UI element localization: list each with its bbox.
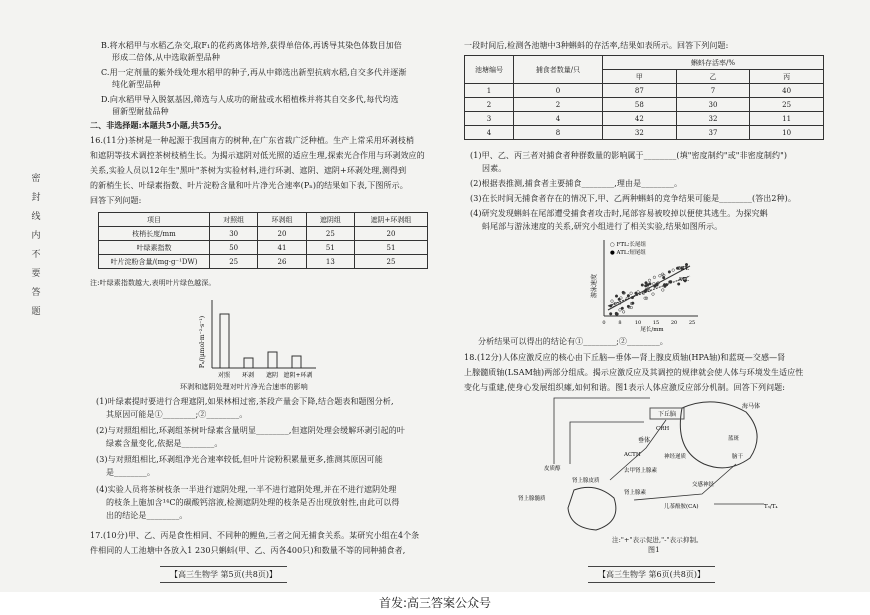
scatter-xtick: 15 — [652, 320, 660, 326]
scatter-point — [662, 276, 665, 279]
scatter-point — [677, 283, 680, 286]
label-hippocampus: 海马体 — [742, 403, 761, 410]
diagram-fig-label: 图1 — [648, 546, 660, 554]
adrenal-gland-outline — [568, 487, 616, 530]
table-row — [465, 98, 824, 112]
q16-line3: 关系,实验人员以12年生"黑叶"茶树为实验材料,进行环剥、遮阴、遮阴+环剥处理,测得到 — [90, 166, 407, 175]
option-d-line2: 留新型耐盐品种 — [112, 107, 169, 116]
page-caption: 首发:高三答案公众号 — [378, 596, 492, 610]
bar-shade-girdling — [292, 356, 301, 368]
table-cell: 25 — [355, 255, 428, 269]
chart-xtick: 对照 — [217, 372, 231, 379]
table-cell: 30 — [676, 98, 750, 112]
scatter-point — [627, 305, 630, 308]
table-cell: 池塘编号 — [465, 56, 514, 84]
scatter-point — [627, 294, 630, 297]
table-cell: 51 — [355, 241, 428, 255]
scatter-point — [630, 292, 633, 295]
bar-shade — [268, 352, 277, 368]
diagram-note: 注:"+"表示促进,"-"表示抑制。 — [612, 536, 703, 544]
table-row — [99, 227, 428, 241]
table-cell: 10 — [750, 126, 824, 140]
pn-bar-chart — [198, 296, 320, 388]
scatter-xtick: 8 — [618, 320, 622, 326]
regression-line-ftl — [608, 266, 690, 310]
q16-4-line3: 出的结论是________。 — [106, 511, 188, 520]
q16-1-line2: 其原因可能是①________;②________。 — [106, 410, 248, 419]
q16-line2: 和遮阴等技术调控茶树枝梢生长。为揭示遮阴对低光照的适应生理,探索光合作用与环剥效应的 — [90, 151, 425, 160]
scatter-point — [621, 307, 624, 310]
table-cell: 13 — [306, 255, 354, 269]
table-row — [465, 84, 824, 98]
table-row — [465, 112, 824, 126]
chart-xtick: 环剥 — [241, 372, 255, 379]
table-cell: 蝌蚪存活率/% — [603, 56, 824, 70]
section-heading: 二、非选择题:本题共5小题,共55分。 — [90, 120, 227, 130]
table-cell: 11 — [750, 112, 824, 126]
option-b-line2: 形成二倍体,从中选取新型品种 — [112, 53, 220, 62]
q17-2: (2)根据表推测,捕食者主要捕食________,理由是________。 — [470, 179, 683, 188]
chart-ylabel: Pₙ/(μmol·m⁻²·s⁻¹) — [199, 315, 206, 369]
scatter-point — [652, 293, 655, 296]
scatter-xtick: 20 — [670, 320, 678, 326]
q16-3-line2: 是________。 — [106, 468, 155, 477]
q17-conclusion: 分析结果可以得出的结论有①________;②________。 — [478, 337, 668, 346]
table-cell: 枝梢长度/mm — [99, 227, 210, 241]
q17-3: (3)在长时间无捕食者存在的情况下,甲、乙两种蝌蚪的竞争结果可能是________(答出2种)。 — [470, 194, 797, 203]
table-cell: 32 — [603, 126, 677, 140]
table-cell: 项目 — [99, 213, 210, 227]
table-cell: 叶片淀粉含量/(mg·g⁻¹DW) — [99, 255, 210, 269]
brain-outline — [680, 402, 757, 468]
chart-caption: 环剥和遮阴处理对叶片净光合速率的影响 — [180, 383, 308, 391]
table-cell: 2 — [465, 98, 514, 112]
chart-xtick: 遮阴 — [265, 372, 279, 379]
scatter-point — [668, 271, 671, 274]
q16-4-line2: 的枝条上施加含¹⁴C的碳酸钙溶液,检测遮阴处理的枝条是否出现放射性,由此可以得 — [106, 498, 400, 507]
scatter-point — [622, 291, 625, 294]
label-sympathetic: 交感神经 — [692, 482, 715, 488]
label-t3-t4: T₃/T₄ — [764, 504, 778, 510]
table-cell: 32 — [676, 112, 750, 126]
table-cell: 40 — [750, 84, 824, 98]
table-cell: 遮阴组 — [306, 213, 354, 227]
table-cell: 25 — [750, 98, 824, 112]
q16-4-line1: (4)实验人员将茶树枝条一半进行遮阴处理,一半不进行遮阴处理,并在不进行遮阴处理 — [96, 485, 397, 494]
table-row — [99, 241, 428, 255]
table-cell: 50 — [210, 241, 258, 255]
table-cell: 捕食者数量/只 — [514, 56, 603, 84]
q16-line4: 的新梢生长、叶绿素指数、叶片淀粉含量和叶片净光合速率(Pₙ)的结果如下表,下图所示。 — [90, 181, 408, 190]
bar-control — [220, 314, 229, 368]
option-c-line2: 纯化新型品种 — [112, 80, 161, 89]
table-cell: 3 — [465, 112, 514, 126]
label-crh: CRH — [656, 426, 670, 432]
q17-line2: 件相同的人工池塘中各放入1 230只蝌蚪(甲、乙、丙各400只)和数量不等的同种捕食者, — [90, 546, 406, 555]
label-neurotransmitter: 神经递质 — [664, 454, 687, 460]
label-pituitary: 垂体 — [637, 437, 651, 444]
seal-line-text: 密封线内不要答题 — [31, 174, 41, 317]
q17-intro: 一段时间后,检测各池塘中3种蝌蚪的存活率,结果如表所示。回答下列问题: — [464, 41, 729, 50]
q16-2-line2: 绿素含量变化,依据是________。 — [106, 439, 223, 448]
scatter-ylabel: 游泳速度 — [591, 273, 598, 299]
table-cell: 87 — [603, 84, 677, 98]
scatter-point — [653, 276, 656, 279]
table-cell: 0 — [514, 84, 603, 98]
table-cell: 乙 — [676, 70, 750, 84]
table-cell: 51 — [306, 241, 354, 255]
table-cell: 25 — [306, 227, 354, 241]
q17-1-line2: 因素。 — [482, 164, 507, 173]
table-cell: 丙 — [750, 70, 824, 84]
label-cortisol: 皮质醇 — [544, 466, 561, 472]
scatter-point — [611, 300, 614, 303]
q16-1-line1: (1)叶绿素提时要进行合理遮阴,如果林相过密,茶段产量会下降,结合题表和题图分析, — [96, 397, 394, 406]
q16-line1: 16.(11分)茶树是一种起源于我国南方的树种,在广东省栽广泛种植。生产上常采用环剥枝梢 — [90, 136, 415, 145]
table-cell: 58 — [603, 98, 677, 112]
scatter-point — [648, 279, 651, 282]
q17-table — [464, 55, 824, 140]
scatter-point — [616, 313, 619, 316]
label-acth: ACTH — [624, 452, 641, 458]
table-cell: 30 — [210, 227, 258, 241]
table-cell: 20 — [355, 227, 428, 241]
scatter-point — [662, 289, 665, 292]
q16-table — [98, 212, 428, 269]
q18-line1: 18.(12分)人体应激反应的核心由下丘脑—垂体—肾上腺皮质轴(HPA轴)和蓝斑—交感—肾 — [464, 353, 786, 362]
scatter-legend-ftl: ○ FTL:长尾组 — [610, 242, 647, 248]
tail-speed-scatter — [590, 236, 702, 332]
line-label-atl: ATL — [678, 277, 689, 283]
q18-line2: 上腺髓质轴(LSAM轴)两部分组成。揭示应激反应及其调控的规律就会使人体与环境发生适应性 — [464, 368, 804, 377]
scatter-xlabel: 尾长/mm — [640, 327, 664, 332]
table-row — [465, 126, 824, 140]
table-cell: 20 — [258, 227, 306, 241]
table-cell: 遮阴+环剥组 — [355, 213, 428, 227]
table-cell: 叶绿素指数 — [99, 241, 210, 255]
line-label-ftl: FTL — [678, 266, 690, 272]
table-cell: 甲 — [603, 70, 677, 84]
table-cell: 2 — [514, 98, 603, 112]
q16-3-line1: (3)与对照组相比,环剥组净光合速率较低,但叶片淀粉积累量更多,推测其原因可能 — [96, 455, 383, 464]
q16-2-line1: (2)与对照组相比,环剥组茶树叶绿素含量明显________,但遮阴处理会缓解环剥引起的叶 — [96, 426, 405, 435]
scatter-xtick: 25 — [688, 320, 696, 326]
q17-1-line1: (1)甲、乙、丙三者对捕食者种群数量的影响属于________(填"密度制约"或"非密度制约") — [470, 151, 788, 160]
table-cell: 26 — [258, 255, 306, 269]
scatter-legend-atl: ● ATL:短尾组 — [610, 250, 646, 256]
scatter-points — [609, 263, 688, 315]
q17-line1: 17.(10分)甲、乙、丙是食性相同、不同种的鲤鱼,三者之间无捕食关系。某研究小组在4个条 — [90, 531, 420, 540]
label-catecholamine: 儿茶酚胺(CA) — [664, 504, 699, 510]
table-cell: 1 — [465, 84, 514, 98]
scatter-xtick: 10 — [634, 320, 642, 326]
table-cell: 37 — [676, 126, 750, 140]
scatter-point — [645, 282, 648, 285]
scatter-point — [659, 275, 662, 278]
scatter-point — [615, 295, 618, 298]
table-cell: 7 — [676, 84, 750, 98]
q16-line5: 回答下列问题: — [90, 196, 142, 205]
table-note: 注:叶绿素指数越大,表明叶片绿色越深。 — [90, 279, 216, 287]
label-adrenal-cortex: 肾上腺皮质 — [572, 478, 600, 484]
table-cell: 41 — [258, 241, 306, 255]
scatter-point — [622, 311, 625, 314]
table-cell: 25 — [210, 255, 258, 269]
option-b-line1: B.将水稻甲与水稻乙杂交,取F₁的花药离体培养,获得单倍体,再诱导其染色体数目加倍 — [101, 41, 402, 50]
table-header-row — [465, 56, 824, 70]
table-row — [99, 255, 428, 269]
label-epinephrine: 肾上腺素 — [624, 490, 647, 496]
left-page-footer: 【高三生物学 第5页(共8页)】 — [160, 566, 287, 583]
label-locus-coeruleus: 蓝斑 — [728, 436, 740, 442]
table-cell: 42 — [603, 112, 677, 126]
q17-4-line2: 蚪尾部与游泳速度的关系,研究小组进行了相关实验,结果如图所示。 — [482, 222, 723, 231]
table-cell: 8 — [514, 126, 603, 140]
table-header-row — [99, 213, 428, 227]
scatter-point — [609, 313, 612, 316]
scatter-point — [641, 284, 644, 287]
scatter-xtick: 0 — [602, 320, 606, 326]
scatter-point — [619, 309, 622, 312]
right-page-footer: 【高三生物学 第6页(共8页)】 — [588, 566, 715, 583]
q17-4-line1: (4)研究发现蝌蚪在尾部遭受捕食者攻击时,尾部容易被咬掉以便使其逃生。为探究蝌 — [470, 209, 768, 218]
table-cell: 环剥组 — [258, 213, 306, 227]
bar-girdling — [244, 358, 253, 368]
scatter-point — [672, 269, 675, 272]
label-norepinephrine: 去甲肾上腺素 — [624, 468, 658, 474]
option-c-line1: C.用一定剂量的紫外线处理水稻甲的种子,再从中筛选出新型抗病水稻,自交多代并逐渐 — [101, 68, 407, 77]
table-cell: 4 — [465, 126, 514, 140]
stress-axis-diagram — [514, 394, 826, 538]
q18-line3: 变化与重建,使身心发展组织瘫,如何和谐。图1表示人体应激反应部分机制。回答下列问题: — [464, 383, 786, 392]
label-brainstem: 脑干 — [732, 454, 744, 460]
table-cell: 4 — [514, 112, 603, 126]
label-adrenal-medulla: 肾上腺髓质 — [518, 496, 546, 502]
label-hypothalamus: 下丘脑 — [657, 411, 677, 418]
chart-xtick: 遮阴+环剥 — [283, 372, 313, 379]
option-d-line1: D.向水稻甲导入脱氨基因,筛选与人成功的耐盐或水稻植株并将其自交多代,每代均选 — [101, 95, 399, 104]
table-cell: 对照组 — [210, 213, 258, 227]
